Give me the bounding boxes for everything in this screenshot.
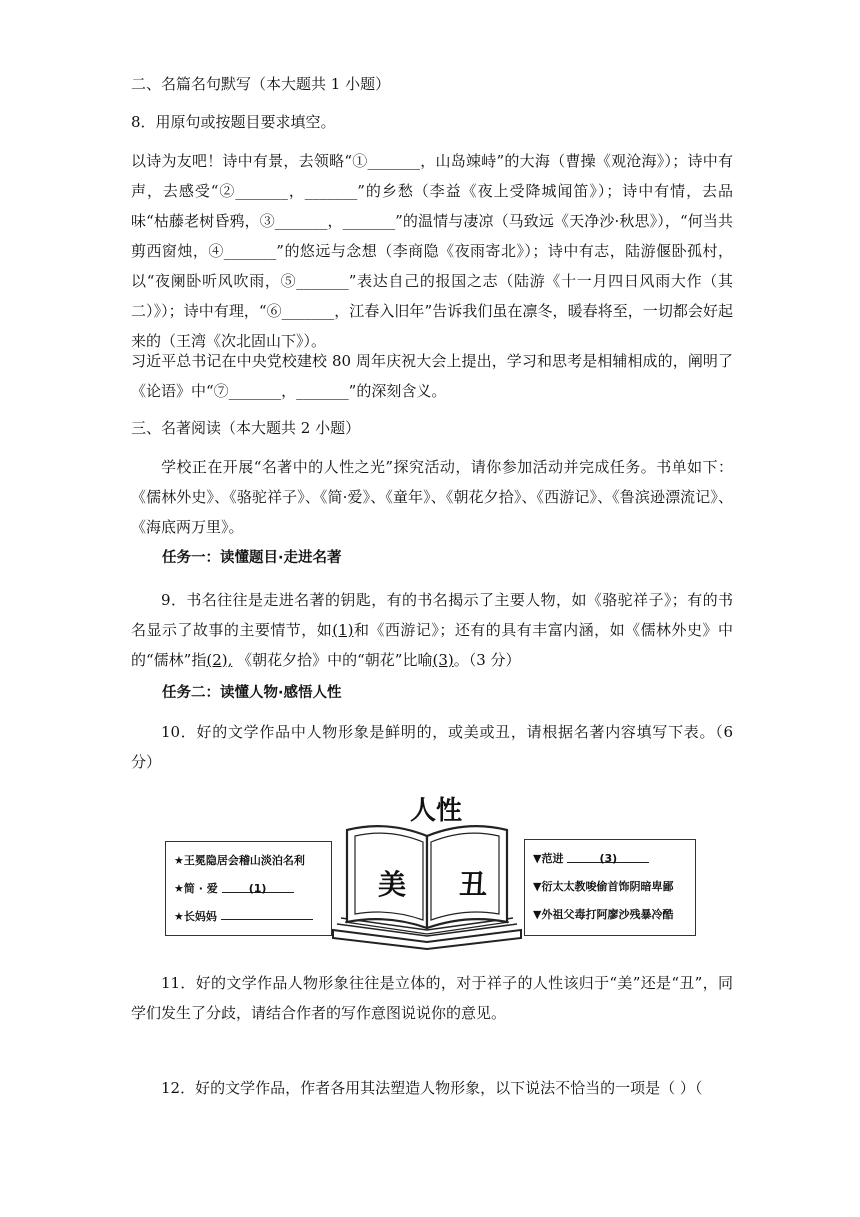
question-9 [131, 585, 733, 675]
beauty-row-chang-mama-label: ★长妈妈 [174, 910, 217, 923]
question-9-blank-1: (1) [332, 621, 354, 639]
question-11: 11．好的文学作品人物形象往往是立体的，对于祥子的人性该归于“美”还是“丑”，同学们发生了分歧，请结合作者的写作意图说说你的意见。 [131, 974, 733, 1022]
question-9-text-c: 和《西游记》；还有的具有丰富内涵，如《儒林外史》中的“儒林”指 [131, 621, 733, 669]
section-3-heading: 三、名著阅读（本大题共 2 小题） [131, 419, 361, 437]
beauty-row-wangmian: ★王冕隐居会稽山淡泊名利 [174, 854, 305, 867]
beauty-row-jane-eyre-label: ★简 · 爱 [174, 882, 218, 895]
question-9-blank-3: (3) [432, 651, 454, 669]
ugliness-char: 丑 [459, 868, 488, 901]
beauty-char: 美 [378, 868, 407, 901]
question-9-text-e: 。（3 分） [453, 651, 521, 669]
ugliness-blank-3-label: (3) [599, 852, 618, 865]
task-1-title: 任务一：读懂题目·走进名著 [162, 550, 342, 566]
ugliness-row-yan-taitai: ▼衍太太教唆偷首饰阴暗卑鄙 [533, 880, 674, 893]
beauty-blank-1 [222, 882, 294, 893]
question-10: 10．好的文学作品中人物形象是鲜明的，或美或丑，请根据名著内容填写下表。（6 分） [131, 723, 733, 771]
question-8-paragraph-1: 以诗为友吧！诗中有景，去领略“①_______，山岛竦峙”的大海（曹操《观沧海》）；诗中有声，去感受“②_______，_______”的乡愁（李益《夜上受降城闻笛》）；诗中有情，去品味“枯藤老树昏鸦，③_______，_______”的温情与凄凉（马致远《天净沙·秋思》），“何当共剪西窗烛，④_______”的悠远与念想（李商隐《夜雨寄北》）；诗中有志，陆游偃卧孤村，以“夜阑卧听风吹雨，⑤_______”表达自己的报国之志（陆游《十一月四日风雨大作（其二）》）；诗中有理，“⑥_______，江春入旧年”告诉我们虽在凛冬，暖春将至，一切都会好起来的（王湾《次北固山下》）。 [131, 152, 733, 350]
ugliness-row-fanjin [533, 850, 649, 866]
beauty-row-jane-eyre [174, 880, 294, 896]
beauty-row-chang-mama [174, 908, 313, 924]
section-2-heading: 二、名篇名句默写（本大题共 1 小题） [131, 75, 391, 93]
question-8-paragraph-2: 习近平总书记在中央党校建校 80 周年庆祝大会上提出，学习和思考是相辅相成的，阐明了《论语》中“⑦_______，_______”的深刻含义。 [131, 352, 733, 400]
beauty-blank-2 [221, 909, 313, 920]
ugliness-row-grandfather: ▼外祖父毒打阿廖沙残暴冷酷 [533, 908, 674, 921]
ugliness-row-fanjin-label: ▼范进 [533, 852, 564, 865]
ugliness-box [524, 839, 696, 936]
human-nature-figure [163, 790, 703, 950]
question-9-blank-2: (2), [206, 651, 233, 669]
question-8-prompt: 8．用原句或按题目要求填空。 [131, 113, 336, 131]
question-9-text-a: 9．书名往往是走进名著的钥匙，有的书名揭示了主要人物，如《骆驼祥子》；有的书名显示了故事的主要情节，如 [131, 591, 733, 639]
beauty-blank-1-label: (1) [248, 882, 267, 895]
task-2-title: 任务二：读懂人物·感悟人性 [162, 685, 342, 701]
activity-intro: 学校正在开展“名著中的人性之光”探究活动，请你参加活动并完成任务。书单如下：《儒林外史》、《骆驼祥子》、《简·爱》、《童年》、《朝花夕拾》、《西游记》、《鲁滨逊漂流记》、 《海底两万里》。 [131, 458, 733, 536]
open-book-icon [327, 818, 527, 950]
question-12: 12．好的文学作品，作者各用其法塑造人物形象，以下说法不恰当的一项是（ ）（ [161, 1079, 703, 1097]
ugliness-blank-3 [567, 852, 649, 863]
question-9-text-d: 《朝花夕拾》中的“朝花”比喻 [232, 651, 433, 669]
figure-title: 人性 [409, 796, 462, 826]
beauty-box [165, 841, 332, 936]
